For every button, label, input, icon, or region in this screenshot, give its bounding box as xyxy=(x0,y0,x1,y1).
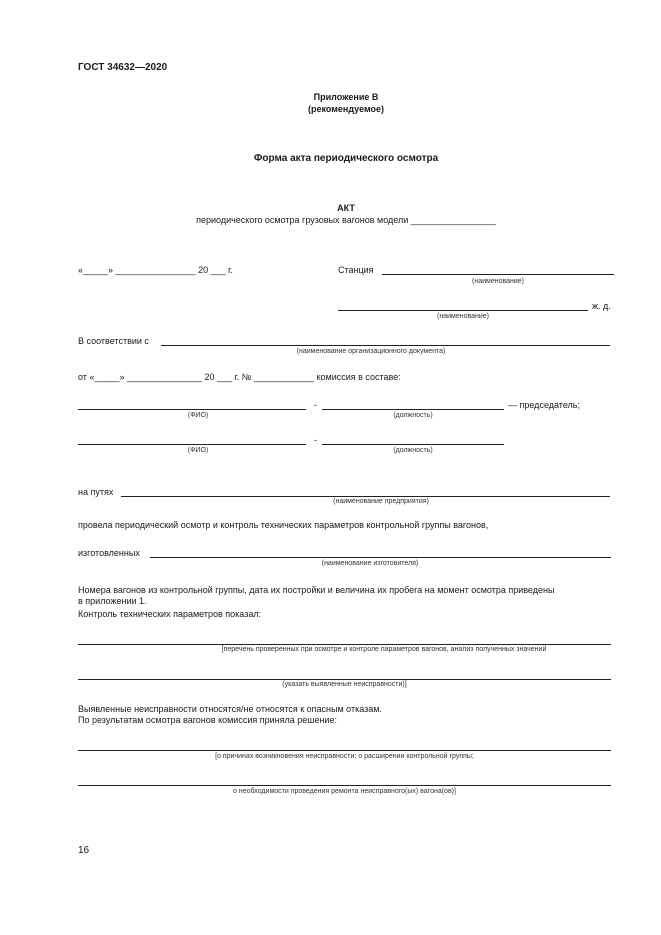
org-doc-caption: (наименование организационного документа) xyxy=(296,348,446,355)
member2-position-line xyxy=(322,444,504,445)
inspection-text: провела периодический осмотр и контроль технических параметров контрольной группы вагонов, xyxy=(78,520,489,530)
from-line: от «_____» _______________ 20 ___ г. № ____________ комиссия в составе: xyxy=(78,372,401,382)
station-label: Станция xyxy=(338,265,374,275)
railway-caption: (наименование) xyxy=(437,313,489,320)
appendix-note: (рекомендуемое) xyxy=(308,104,384,114)
member1-fio-caption: (ФИО) xyxy=(187,412,209,419)
date-line: «_____» ________________ 20 ___ г. xyxy=(78,265,233,275)
member1-position-caption: (должность) xyxy=(393,412,433,419)
repair-line xyxy=(78,785,611,786)
station-line xyxy=(382,274,614,275)
checked-params-line xyxy=(78,644,611,645)
member2-fio-caption: (ФИО) xyxy=(187,447,209,454)
defects-caption: (указать выявленные неисправности)] xyxy=(282,681,407,688)
act-subtitle: периодического осмотра грузовых вагонов модели _________________ xyxy=(196,215,496,225)
member1-dash: - xyxy=(314,400,317,410)
member1-position-line xyxy=(322,409,504,410)
tracks-line xyxy=(121,496,610,497)
numbers-text-2: в приложении 1. xyxy=(78,596,147,606)
station-caption: (наименование) xyxy=(472,278,524,285)
chairman-suffix: — председатель; xyxy=(508,400,580,410)
repair-caption: о необходимости проведения ремонта неисправного(ых) вагона(ов)] xyxy=(233,788,456,795)
act-title: АКТ xyxy=(337,203,355,213)
numbers-text-1: Номера вагонов из контрольной группы, дата их постройки и величина их пробега на момент осмотра приведены xyxy=(78,585,555,595)
appendix-title: Приложение В xyxy=(313,92,379,102)
accordance-label: В соответствии с xyxy=(78,336,149,346)
railway-line xyxy=(338,310,588,311)
defects-line xyxy=(78,679,611,680)
accordance-line xyxy=(161,345,610,346)
causes-caption: [о причинах возникновения неисправности; о расширении контрольной группы; xyxy=(215,753,474,760)
member2-position-caption: (должность) xyxy=(393,447,433,454)
defects-text: Выявленные неисправности относятся/не относятся к опасным отказам. xyxy=(78,704,382,714)
decision-text: По результатам осмотра вагонов комиссия приняла решение: xyxy=(78,715,337,725)
manufactured-label: изготовленных xyxy=(78,548,140,558)
manufactured-line xyxy=(150,557,611,558)
manufacturer-caption: (наименование изготовителя) xyxy=(321,560,419,567)
standard-code: ГОСТ 34632—2020 xyxy=(78,62,168,73)
railway-suffix: ж. д. xyxy=(592,301,611,311)
checked-params-caption: [перечень проверенных при осмотре и контроле параметров вагонов, анализ полученных значений xyxy=(221,646,547,653)
member1-fio-line xyxy=(78,409,306,410)
form-title: Форма акта периодического осмотра xyxy=(253,153,439,164)
causes-line xyxy=(78,750,611,751)
tracks-label: на путях xyxy=(78,487,114,497)
member2-fio-line xyxy=(78,444,306,445)
enterprise-caption: (наименование предприятия) xyxy=(333,498,429,505)
page-number: 16 xyxy=(78,845,90,856)
member2-dash: - xyxy=(314,435,317,445)
control-text: Контроль технических параметров показал: xyxy=(78,609,262,619)
